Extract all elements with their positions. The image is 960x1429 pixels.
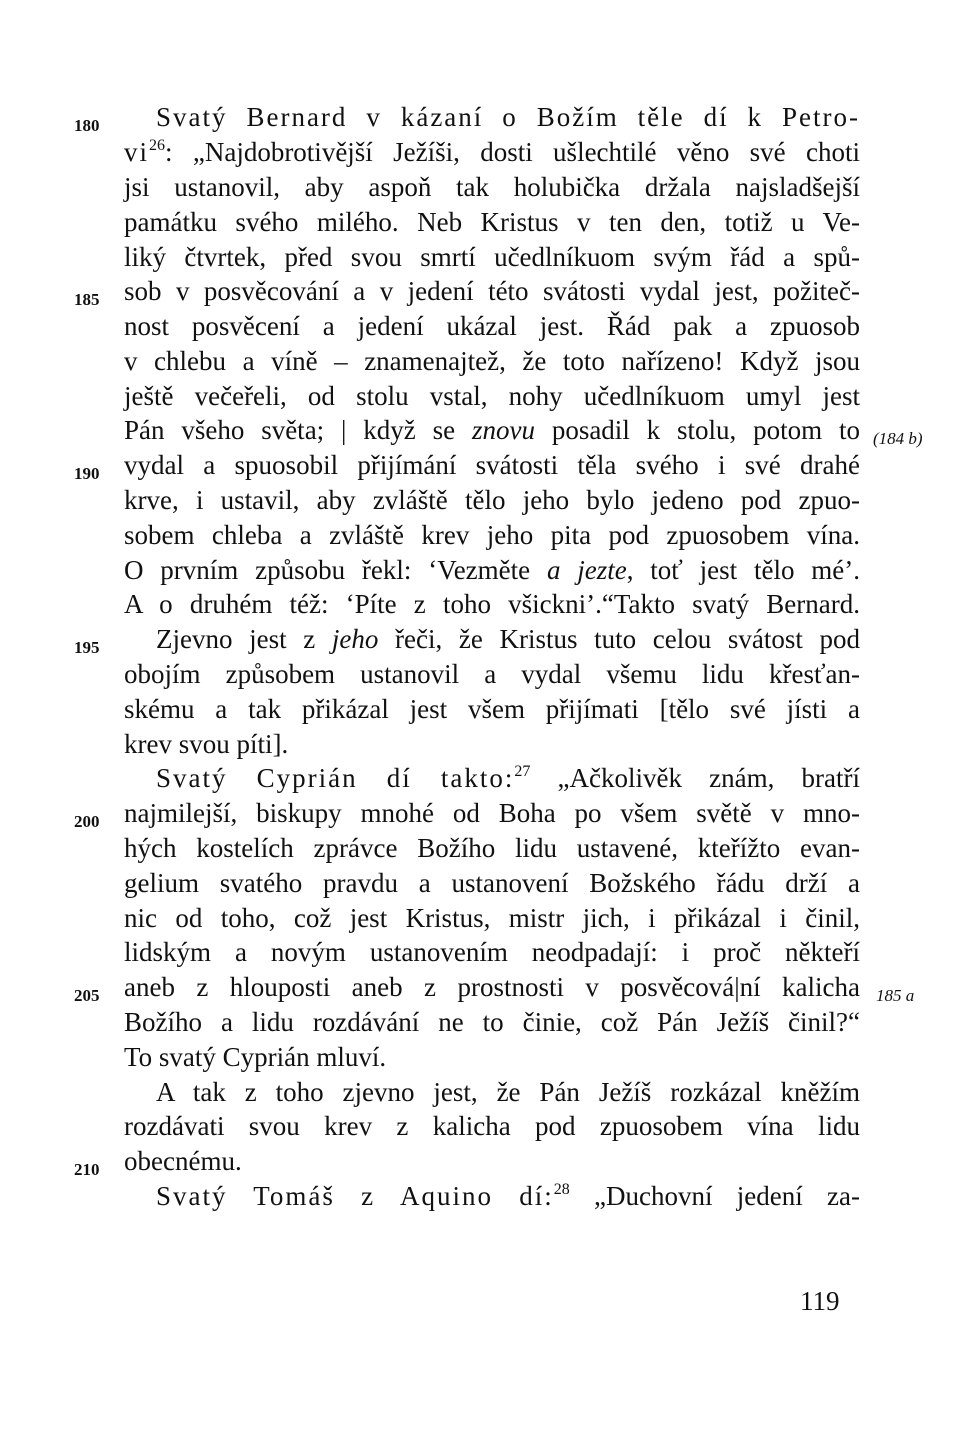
text-line: krve, i ustavil, aby zvláště tělo jeho bylo jedeno pod zpuo- xyxy=(124,485,860,515)
text-line: hých kostelích zprávce Božího lidu ustavené, kteřížto evan- xyxy=(124,833,860,863)
text-span: „Duchovní jedení za- xyxy=(569,1181,860,1211)
text-span: O prvním způsobu řekl: ‘Vezměte xyxy=(124,555,547,585)
text-line: najmilejší, biskupy mnohé od Boha po všem světě v mno- xyxy=(124,798,860,828)
line-number: 210 xyxy=(74,1160,100,1179)
text-line: v chlebu a víně – znamenajtež, že toto nařízeno! Když jsou xyxy=(124,346,860,376)
line-number: 180 xyxy=(74,116,100,135)
text-line: Božího a lidu rozdávání ne to činie, což Pán Ježíš činil?“ xyxy=(124,1007,860,1037)
line-number: 185 xyxy=(74,290,100,309)
text-line: sob v posvěcování a v jedení této svátosti vydal jest, požiteč- xyxy=(124,276,860,306)
text-line: památku svého milého. Neb Kristus v ten den, totiž u Ve- xyxy=(124,207,860,237)
text-line: A tak z toho zjevno jest, že Pán Ježíš rozkázal kněžím xyxy=(156,1077,860,1107)
text-line: vydal a spuosobil přijímání svátosti těla svého i své drahé xyxy=(124,450,860,480)
text-line xyxy=(124,553,860,587)
line-number: 195 xyxy=(74,638,100,657)
line-number: 200 xyxy=(74,812,100,831)
text-span: Svatý Cyprián dí takto: xyxy=(156,763,515,793)
text-span: vi xyxy=(124,137,150,167)
text-line: A o druhém též: ‘Píte z toho všickni’.“Takto svatý Bernard. xyxy=(124,589,860,619)
footnote-ref: 26 xyxy=(149,137,166,154)
text-line: ještě večeřeli, od stolu vstal, nohy učedlníkuom umyl jest xyxy=(124,381,860,411)
margin-folio-note: 185 a xyxy=(876,986,915,1005)
footnote-ref: 27 xyxy=(514,763,531,780)
text-span: : „Najdobrotivější Ježíši, dosti ušlechtilé věno své choti xyxy=(165,137,860,167)
text-line: obojím způsobem ustanovil a vydal všemu lidu křesťan- xyxy=(124,659,860,689)
text-span: Pán všeho světa; | když se xyxy=(124,415,472,445)
text-line xyxy=(156,761,860,795)
text-line: sobem chleba a zvláště krev jeho pita pod zpuosobem vína. xyxy=(124,520,860,550)
footnote-ref: 28 xyxy=(553,1181,570,1198)
text-span: , toť jest tělo mé’. xyxy=(626,555,860,585)
text-line: rozdávati svou krev z kalicha pod zpuosobem vína lidu xyxy=(124,1111,860,1141)
text-line: nic od toho, což jest Kristus, mistr jich, i přikázal i činil, xyxy=(124,903,860,933)
text-line: liký čtvrtek, před svou smrtí učedlníkuom svým řád a spů- xyxy=(124,242,860,272)
text-line xyxy=(124,413,860,447)
margin-folio-note: (184 b) xyxy=(873,429,923,448)
text-span: Svatý Bernard v kázaní o Božím těle dí k Petro- xyxy=(156,102,860,132)
text-line: To svatý Cyprián mluví. xyxy=(124,1042,387,1072)
text-line: nost posvěcení a jedení ukázal jest. Řád pak a zpuosob xyxy=(124,311,860,341)
text-span: „Ačkolivěk znám, bratří xyxy=(530,763,860,793)
text-span: Zjevno jest z xyxy=(156,624,332,654)
text-span: Svatý Tomáš z Aquino dí: xyxy=(156,1181,554,1211)
text-line: gelium svatého pravdu a ustanovení Božského řádu drží a xyxy=(124,868,860,898)
italic-emphasis: a jezte xyxy=(546,555,627,585)
page-number: 119 xyxy=(800,1286,840,1316)
text-line: jsi ustanovil, aby aspoň tak holubička držala najsladšejší xyxy=(124,172,860,202)
text-line xyxy=(156,1179,860,1213)
text-line: lidským a novým ustanovením neodpadají: i proč někteří xyxy=(124,937,860,967)
text-line xyxy=(156,622,860,656)
text-line: krev svou píti]. xyxy=(124,729,289,759)
italic-emphasis: znovu xyxy=(471,415,535,445)
line-number: 205 xyxy=(74,986,100,1005)
text-line xyxy=(156,100,860,134)
line-number: 190 xyxy=(74,464,100,483)
text-line: obecnému. xyxy=(124,1146,242,1176)
text-span: řeči, že Kristus tuto celou svátost pod xyxy=(378,624,860,654)
text-line xyxy=(124,135,860,169)
text-line: skému a tak přikázal jest všem přijímati [tělo své jísti a xyxy=(124,694,860,724)
text-line: aneb z hlouposti aneb z prostnosti v posvěcová|ní kalicha xyxy=(124,972,860,1002)
italic-emphasis: jeho xyxy=(331,624,379,654)
text-span: posadil k stolu, potom to xyxy=(534,415,860,445)
